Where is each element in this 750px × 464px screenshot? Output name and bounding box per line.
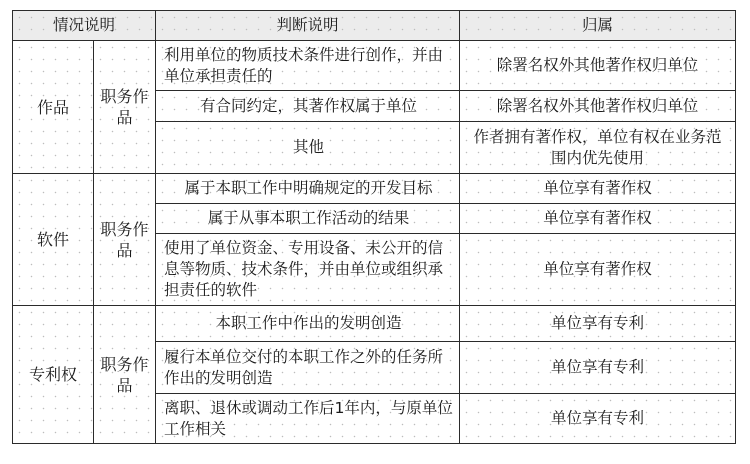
table-row: [13, 41, 736, 91]
ownership-cell: 除署名权外其他著作权归单位: [460, 41, 736, 91]
ownership-cell: 作者拥有著作权，单位有权在业务范围内优先使用: [460, 122, 736, 174]
ownership-cell: 单位享有著作权: [460, 204, 736, 234]
table-header-row: [13, 11, 736, 41]
category-cell: 专利权: [13, 306, 94, 444]
ownership-cell: 单位享有著作权: [460, 174, 736, 204]
ownership-cell: 单位享有专利: [460, 306, 736, 342]
header-ownership: 归属: [460, 11, 736, 41]
judgement-cell: 属于从事本职工作活动的结果: [156, 204, 460, 234]
table-row: [13, 174, 736, 204]
judgement-cell: 履行本单位交付的本职工作之外的任务所作出的发明创造: [156, 342, 460, 394]
subcategory-cell: 职务作品: [94, 41, 156, 174]
ownership-table-wrapper: [12, 10, 736, 444]
ownership-cell: 除署名权外其他著作权归单位: [460, 91, 736, 122]
judgement-cell: 离职、退休或调动工作后1年内，与原单位工作相关: [156, 394, 460, 444]
judgement-cell: 有合同约定，其著作权属于单位: [156, 91, 460, 122]
ownership-cell: 单位享有专利: [460, 342, 736, 394]
header-judgement: 判断说明: [156, 11, 460, 41]
ownership-cell: 单位享有专利: [460, 394, 736, 444]
category-cell: 作品: [13, 41, 94, 174]
judgement-cell: 属于本职工作中明确规定的开发目标: [156, 174, 460, 204]
ownership-cell: 单位享有著作权: [460, 234, 736, 306]
table-row: [13, 306, 736, 342]
judgement-cell: 其他: [156, 122, 460, 174]
judgement-cell: 使用了单位资金、专用设备、未公开的信息等物质、技术条件，并由单位或组织承担责任的软件: [156, 234, 460, 306]
ownership-table: [12, 10, 736, 444]
header-situation: 情况说明: [13, 11, 156, 41]
subcategory-cell: 职务作品: [94, 306, 156, 444]
category-cell: 软件: [13, 174, 94, 306]
judgement-cell: 本职工作中作出的发明创造: [156, 306, 460, 342]
judgement-cell: 利用单位的物质技术条件进行创作，并由单位承担责任的: [156, 41, 460, 91]
subcategory-cell: 职务作品: [94, 174, 156, 306]
